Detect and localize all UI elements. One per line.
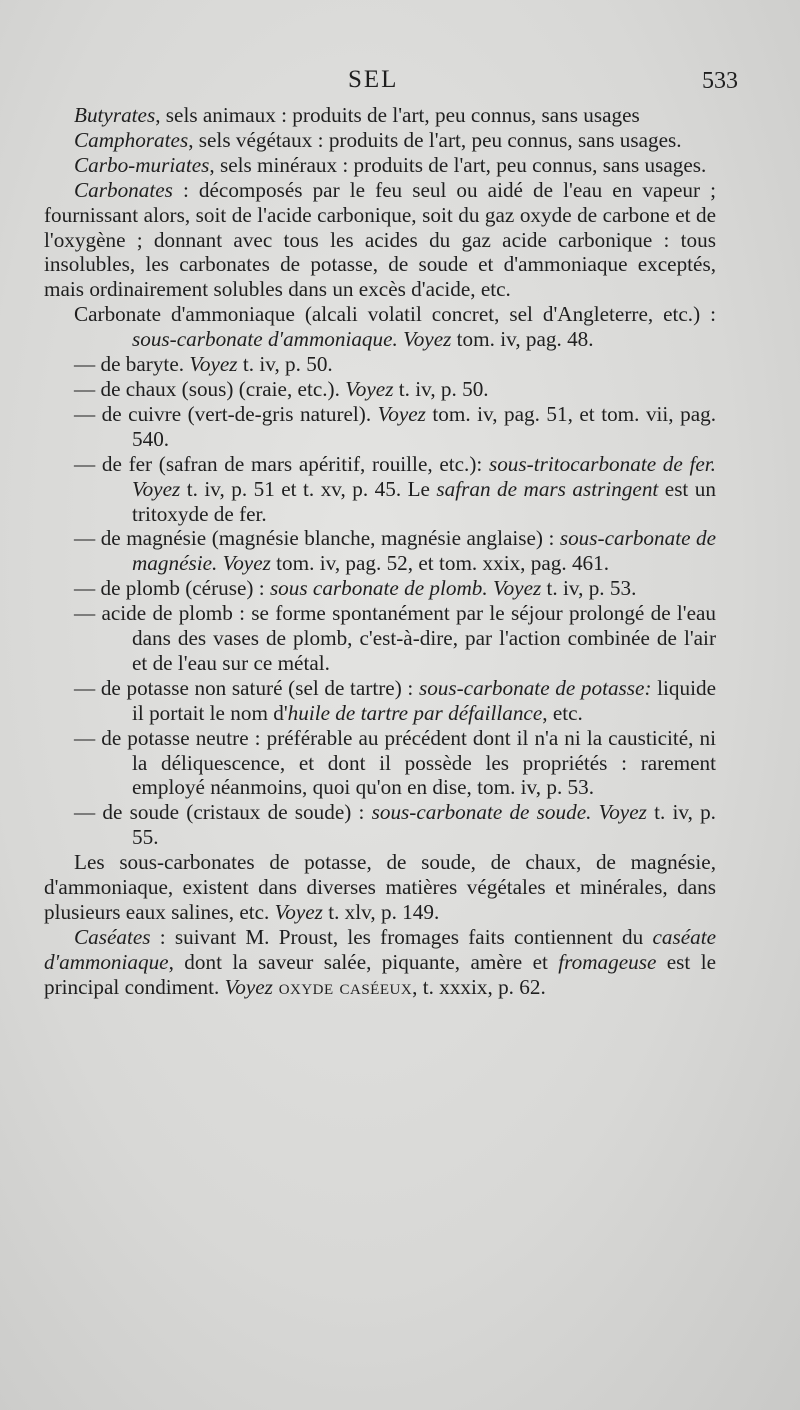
- entry-text: — de plomb (céruse) :: [74, 576, 270, 601]
- entry-carbonate-fer: [44, 452, 716, 527]
- entry-text: — acide de plomb : se forme spontanément par le séjour prolongé de l'eau dans des vases de plomb, c'est-à-dire, par l'action combinée de l'air et de l'eau sur ce métal.: [74, 601, 716, 675]
- entry-text: , t. xxxix, p. 62.: [412, 974, 546, 999]
- entry-carbonate-cuivre: [44, 402, 716, 452]
- entry-term: Carbonates: [74, 177, 173, 202]
- page-number: 533: [702, 68, 738, 94]
- entry-butyrates: [44, 103, 716, 128]
- entry-text: — de chaux (sous) (craie, etc.).: [74, 376, 346, 401]
- entry-italic: Voyez: [189, 352, 238, 377]
- entry-text: — de soude (cristaux de soude) :: [74, 800, 372, 825]
- entry-carbo-muriates: [44, 153, 716, 178]
- entry-text: : suivant M. Proust, les fromages faits contiennent du: [150, 924, 653, 949]
- entry-italic: safran de mars astringent: [436, 476, 659, 501]
- entry-italic: sous-carbonate d'ammoniaque. Voyez: [132, 327, 452, 352]
- entry-term: Camphorates: [74, 127, 189, 152]
- entry-italic: Voyez: [224, 974, 273, 999]
- entry-text: , sels animaux : produits de l'art, peu connus, sans usages: [155, 103, 640, 127]
- entry-italic: Voyez: [377, 401, 426, 426]
- entry-text: tom. iv, pag. 52, et tom. xxix, pag. 461.: [270, 551, 610, 576]
- entry-italic: sous-carbonate de soude. Voyez: [371, 800, 647, 825]
- entry-carbonate-potasse-neutre: [44, 726, 716, 801]
- entry-carbonate-ammoniaque: [44, 302, 716, 352]
- entry-text: t. iv, p. 53.: [541, 576, 637, 601]
- entry-text: : décomposés par le feu seul ou aidé de l'eau en vapeur ; fournissant alors, soit de l'acide carbonique, soit du gaz oxyde de carbone et de l'oxygène ; donnant avec tous les acides du gaz acide carbonique : tous insolubles, les carbonates de potasse, de soude et d'ammoniaque exceptés, mais ordinairement solubles dans un excès d'acide, etc.: [44, 177, 716, 302]
- entry-text: — de potasse neutre : préférable au précédent dont il n'a ni la causticité, ni la déliquescence, et dont il possède les propriétés : rarement employé néanmoins, quoi qu'on en dise, tom. iv, p. 53.: [74, 725, 716, 800]
- page-header: [0, 66, 800, 100]
- entry-text: t. xlv, p. 149.: [322, 900, 440, 924]
- entry-small-caps: oxyde caséeux: [272, 974, 413, 999]
- entry-carbonates: [44, 178, 716, 303]
- entry-term: Caséates: [74, 924, 151, 949]
- entry-text: est un tritoxyde de fer.: [132, 476, 716, 526]
- entry-text: , dont la saveur salée, piquante, amère et: [168, 949, 559, 974]
- entry-italic: Voyez: [274, 900, 323, 924]
- entry-text: — de fer (safran de mars apéritif, rouille, etc.):: [74, 451, 489, 476]
- entry-italic: huile de tartre par défaillance: [287, 700, 543, 725]
- entry-caseates: [44, 925, 716, 1000]
- entry-text: liquide il portait le nom d': [132, 675, 716, 725]
- entry-text: Les sous-carbonates de potasse, de soude, de chaux, de magnésie, d'ammoniaque, existent dans diverses matières végétales et minérales, dans plusieurs eaux salines, etc.: [44, 850, 716, 924]
- entry-carbonate-potasse-non-sature: [44, 676, 716, 726]
- entry-text: t. iv, p. 55.: [132, 800, 716, 850]
- entry-carbonate-soude: [44, 800, 716, 850]
- entry-carbonate-plomb: [44, 576, 716, 601]
- entry-text: , etc.: [542, 700, 583, 725]
- entry-text: t. iv, p. 51 et t. xv, p. 45. Le: [180, 476, 437, 501]
- entry-carbonate-baryte: [44, 352, 716, 377]
- entry-text: — de cuivre (vert-de-gris naturel).: [74, 401, 378, 426]
- entry-text: t. iv, p. 50.: [237, 352, 333, 377]
- entry-text: tom. iv, pag. 48.: [451, 327, 594, 352]
- entry-sous-carbonates: [44, 850, 716, 925]
- running-title: SEL: [348, 66, 399, 93]
- entry-carbonate-acide-plomb: [44, 601, 716, 676]
- entry-text: — de potasse non saturé (sel de tartre) :: [74, 675, 419, 700]
- entry-italic: sous carbonate de plomb. Voyez: [269, 576, 542, 601]
- entry-carbonate-chaux: [44, 377, 716, 402]
- entry-italic: sous-carbonate de magnésie. Voyez: [132, 526, 716, 576]
- entry-italic: fromageuse: [558, 949, 657, 974]
- entry-carbonate-magnesie: [44, 526, 716, 576]
- entry-text: — de baryte.: [74, 352, 190, 377]
- entry-term: Carbo-muriates: [74, 152, 210, 177]
- entry-italic: caséate d'ammoniaque: [44, 924, 716, 974]
- entry-text: , sels minéraux : produits de l'art, peu connus, sans usages.: [209, 152, 707, 177]
- entry-text: , sels végétaux : produits de l'art, peu connus, sans usages.: [188, 127, 682, 152]
- entry-text: est le principal condiment.: [44, 949, 717, 999]
- entry-italic: sous-tritocarbonate de fer. Voyez: [132, 451, 716, 501]
- entry-term: Butyrates: [74, 103, 156, 127]
- entry-text: — de magnésie (magnésie blanche, magnésie anglaise) :: [74, 526, 560, 551]
- entry-camphorates: [44, 128, 716, 153]
- entry-text: Carbonate d'ammoniaque (alcali volatil concret, sel d'Angleterre, etc.) :: [74, 302, 716, 327]
- entry-italic: Voyez: [345, 376, 394, 401]
- entry-text: tom. iv, pag. 51, et tom. vii, pag. 540.: [132, 401, 716, 451]
- entry-text: t. iv, p. 50.: [393, 376, 489, 401]
- entry-italic: sous-carbonate de potasse:: [418, 675, 652, 700]
- page-body: [44, 103, 716, 1000]
